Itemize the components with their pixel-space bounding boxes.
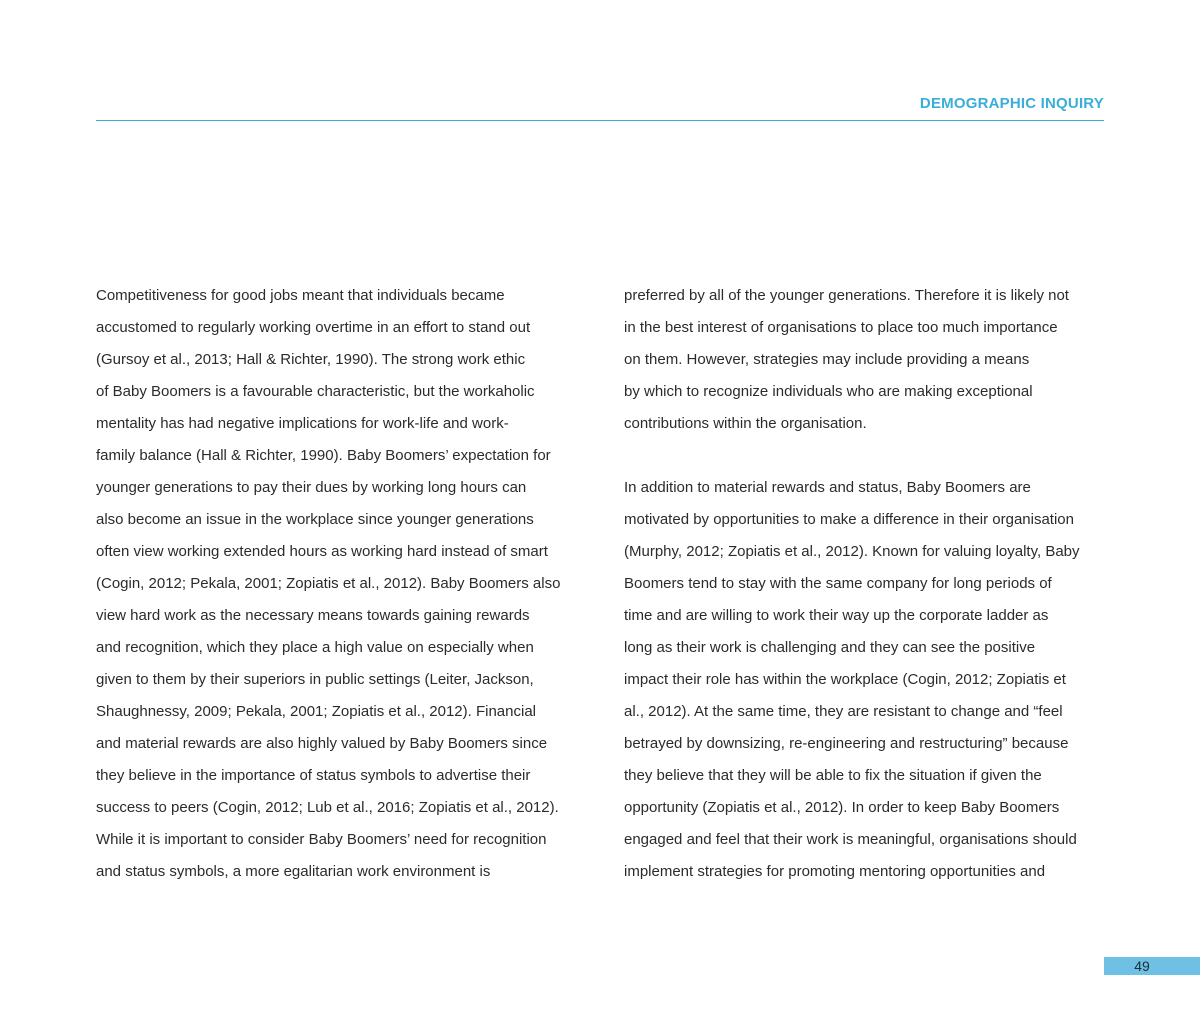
- body-text-line: preferred by all of the younger generations. Therefore it is likely not: [624, 287, 1069, 304]
- body-text-line: of Baby Boomers is a favourable characteristic, but the workaholic: [96, 383, 535, 400]
- left-column: [96, 280, 580, 888]
- body-text-line: al., 2012). At the same time, they are resistant to change and “feel: [624, 703, 1063, 720]
- body-text-line: also become an issue in the workplace since younger generations: [96, 511, 534, 528]
- body-text-line: on them. However, strategies may include providing a means: [624, 351, 1030, 368]
- body-text-line: time and are willing to work their way up the corporate ladder as: [624, 607, 1049, 624]
- body-text-line: implement strategies for promoting mentoring opportunities and: [624, 863, 1046, 880]
- body-text-line: they believe that they will be able to fix the situation if given the: [624, 767, 1042, 784]
- body-text-line: and recognition, which they place a high value on especially when: [96, 639, 534, 656]
- body-text-line: betrayed by downsizing, re-engineering and restructuring” because: [624, 735, 1069, 752]
- body-text-line: view hard work as the necessary means towards gaining rewards: [96, 607, 530, 624]
- body-text-line: impact their role has within the workplace (Cogin, 2012; Zopiatis et: [624, 671, 1066, 688]
- body-text-line: family balance (Hall & Richter, 1990). Baby Boomers’ expectation for: [96, 447, 551, 464]
- body-text-line: they believe in the importance of status symbols to advertise their: [96, 767, 531, 784]
- body-text-line: (Murphy, 2012; Zopiatis et al., 2012). Known for valuing loyalty, Baby: [624, 543, 1080, 560]
- page-number: 49: [1134, 958, 1150, 974]
- body-text-line: given to them by their superiors in public settings (Leiter, Jackson,: [96, 671, 534, 688]
- body-text-line: and material rewards are also highly valued by Baby Boomers since: [96, 735, 548, 752]
- body-text-line: Shaughnessy, 2009; Pekala, 2001; Zopiatis et al., 2012). Financial: [96, 703, 537, 720]
- body-text-line: engaged and feel that their work is meaningful, organisations should: [624, 831, 1077, 848]
- right-column: [624, 280, 1108, 888]
- body-text-line: mentality has had negative implications for work-life and work-: [96, 415, 509, 432]
- body-text-line: long as their work is challenging and they can see the positive: [624, 639, 1036, 656]
- body-text-line: (Cogin, 2012; Pekala, 2001; Zopiatis et al., 2012). Baby Boomers also: [96, 575, 561, 592]
- body-text-line: by which to recognize individuals who are making exceptional: [624, 383, 1033, 400]
- running-head: DEMOGRAPHIC INQUIRY: [919, 95, 1104, 112]
- body-text-line: opportunity (Zopiatis et al., 2012). In order to keep Baby Boomers: [624, 799, 1060, 816]
- body-text-line: motivated by opportunities to make a difference in their organisation: [624, 511, 1074, 528]
- paragraph-break: [624, 440, 1108, 472]
- header-rule: [96, 120, 1104, 121]
- body-text-line: Competitiveness for good jobs meant that individuals became: [96, 287, 505, 304]
- body-text-line: accustomed to regularly working overtime in an effort to stand out: [96, 319, 531, 336]
- body-text-line: In addition to material rewards and status, Baby Boomers are: [624, 479, 1031, 496]
- body-text-line: While it is important to consider Baby Boomers’ need for recognition: [96, 831, 547, 848]
- body-text-line: contributions within the organisation.: [624, 415, 867, 432]
- body-text-line: in the best interest of organisations to place too much importance: [624, 319, 1058, 336]
- body-text-line: (Gursoy et al., 2013; Hall & Richter, 1990). The strong work ethic: [96, 351, 526, 368]
- body-text-line: and status symbols, a more egalitarian work environment is: [96, 863, 491, 880]
- body-text-line: success to peers (Cogin, 2012; Lub et al., 2016; Zopiatis et al., 2012).: [96, 799, 559, 816]
- body-text-line: Boomers tend to stay with the same company for long periods of: [624, 575, 1052, 592]
- body-text-line: younger generations to pay their dues by working long hours can: [96, 479, 527, 496]
- body-text-line: often view working extended hours as working hard instead of smart: [96, 543, 548, 560]
